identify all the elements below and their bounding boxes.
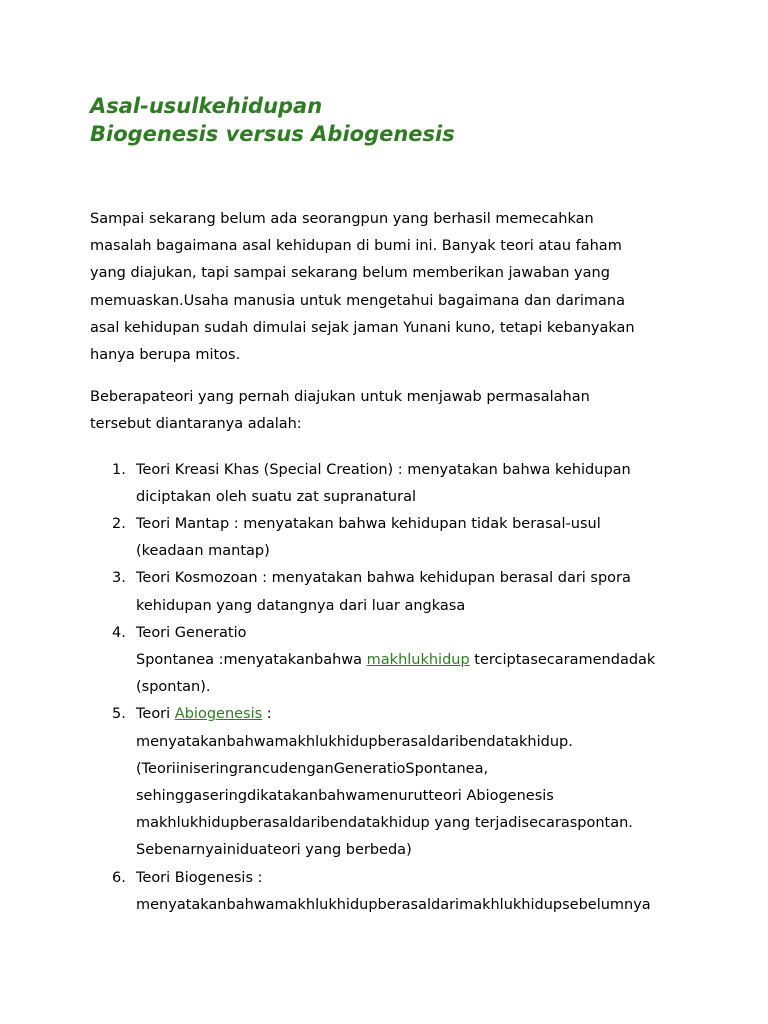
list-item-biogenesis [90, 865, 690, 919]
paragraph-line: masalah bagaimana asal kehidupan di bumi ini. Banyak teori atau faham [90, 238, 622, 255]
paragraph-line: Beberapateori yang pernah diajukan untuk menjawab permasalahan [90, 389, 590, 406]
paragraph-line: Sampai sekarang belum ada seorangpun yang berhasil memecahkan [90, 211, 594, 227]
list-item-line: (keadaan mantap) [136, 543, 270, 560]
paragraph-line: hanya berupa mitos. [90, 347, 241, 364]
list-item-text: terciptasecaramendadak [469, 652, 656, 669]
list-number: 1. [112, 461, 126, 478]
list-item-abiogenesis [90, 701, 690, 864]
list-item-line [136, 701, 690, 728]
list-item-line: Teori Kreasi Khas (Special Creation) : menyatakan bahwa kehidupan [136, 461, 631, 478]
list-item-line [136, 647, 690, 674]
list-item-line: Sebenarnyainiduateori yang berbeda) [136, 842, 412, 859]
list-item-line: Teori Mantap : menyatakan bahwa kehidupan tidak berasal-usul [136, 516, 601, 533]
paragraph-line: yang diajukan, tapi sampai sekarang belum memberikan jawaban yang [90, 265, 610, 282]
list-item-line: Teori Biogenesis : [136, 869, 263, 886]
list-item-line: sehinggaseringdikatakanbahwamenurutteori Abiogenesis [136, 788, 554, 805]
list-item-line: Teori Generatio [136, 624, 247, 641]
list-item-line: Teori Kosmozoan : menyatakan bahwa kehidupan berasal dari spora [136, 570, 631, 587]
list-number: 6. [112, 869, 126, 886]
list-item-text: Teori [136, 706, 175, 723]
list-item-steady-state [90, 511, 690, 565]
intro-paragraph [90, 206, 690, 369]
list-item-line: (TeoriiniseringrancudenganGeneratioSpontanea, [136, 760, 489, 777]
list-item-line: makhlukhidupberasaldaribendatakhidup yang terjadisecaraspontan. [136, 815, 633, 832]
list-item-line: (spontan). [136, 679, 211, 696]
document-title [90, 92, 690, 148]
paragraph-line: memuaskan.Usaha manusia untuk mengetahui bagaimana dan darimana [90, 292, 625, 309]
list-item-cosmozoan [90, 565, 690, 619]
list-item-line: kehidupan yang datangnya dari luar angkasa [136, 597, 466, 614]
document-page [90, 92, 690, 919]
list-number: 5. [112, 706, 126, 723]
list-item-text: : [262, 706, 272, 723]
list-number: 2. [112, 516, 126, 533]
makhlukhidup-link[interactable]: makhlukhidup [366, 652, 470, 669]
title-line-2: Biogenesis versus Abiogenesis [90, 122, 455, 146]
list-item-generatio-spontanea [90, 620, 690, 702]
theories-list [90, 457, 690, 919]
list-number: 4. [112, 624, 126, 641]
list-item-line: menyatakanbahwamakhlukhidupberasaldarimakhlukhidupsebelumnya [136, 896, 651, 913]
list-number: 3. [112, 570, 126, 587]
paragraph-line: tersebut diantaranya adalah: [90, 416, 302, 433]
list-item-line: menyatakanbahwamakhlukhidupberasaldaribendatakhidup. [136, 733, 573, 750]
list-item-special-creation [90, 457, 690, 511]
list-item-line: diciptakan oleh suatu zat supranatural [136, 488, 416, 505]
theories-intro-paragraph [90, 384, 690, 438]
paragraph-line: asal kehidupan sudah dimulai sejak jaman Yunani kuno, tetapi kebanyakan [90, 319, 635, 336]
title-line-1: Asal-usulkehidupan [90, 94, 323, 118]
abiogenesis-link[interactable]: Abiogenesis [174, 706, 263, 723]
list-item-text: Spontanea :menyatakanbahwa [136, 652, 367, 669]
